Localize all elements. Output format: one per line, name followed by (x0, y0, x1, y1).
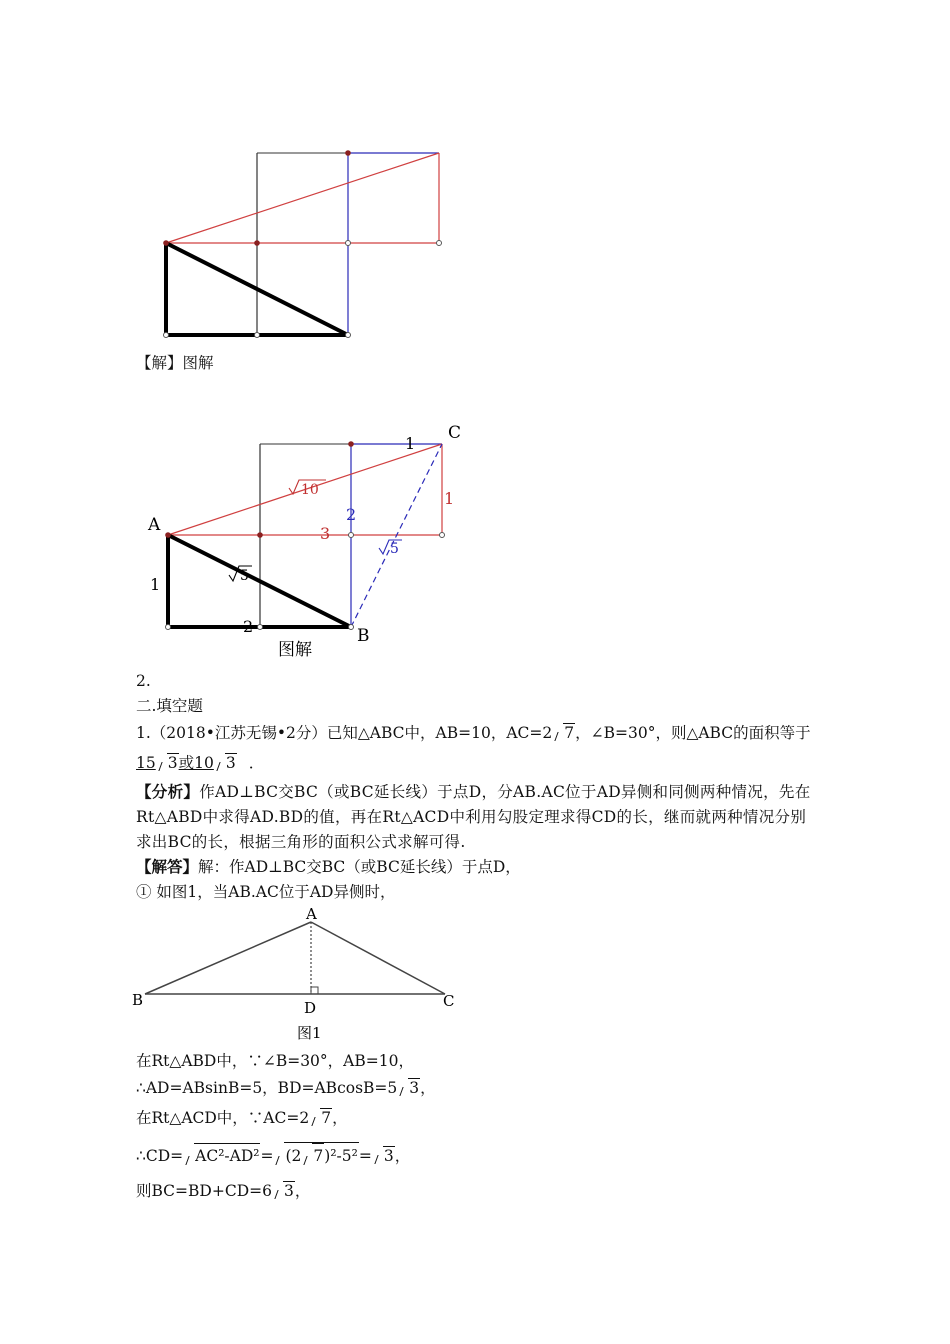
question-1 (136, 722, 811, 744)
fig2-label-3: 3 (320, 524, 331, 543)
q1-text-a: 1.（2018•江苏无锡•2分）已知△ABC中，AB=10，AC=2 (136, 724, 553, 742)
solution-line-2: ∴AD=ABsinB=5，BD=ABcosB=5 3， (136, 1079, 436, 1097)
answer-line (136, 856, 521, 878)
fig2-label-1-top: 1 (405, 434, 416, 453)
sqrt-7: 7 (552, 722, 575, 744)
answer-15: 15 (136, 754, 156, 772)
sqrt-3: 3 (372, 1145, 395, 1167)
sqrt-7: 7 (309, 1107, 332, 1129)
analysis-paragraph (136, 779, 816, 855)
fig2-label-sqrt10: 10 (301, 482, 319, 498)
solution-line-3: 在Rt△ACD中，∵AC=2 7， (136, 1109, 348, 1127)
case-1: ① 如图1，当AB.AC位于AD异侧时， (136, 883, 396, 901)
sqrt-3: 3 (272, 1180, 295, 1202)
fig2-label-sqrt5-left: 5 (240, 568, 249, 584)
fig2-caption: 图解 (278, 640, 312, 660)
triangle-figure-1 (125, 900, 470, 1048)
construction-figure-top (150, 140, 460, 350)
section-title: 二.填空题 (136, 697, 203, 715)
sqrt-expression: (2 7)²-5² (273, 1142, 358, 1168)
fig2-label-a: A (148, 515, 161, 535)
fig2-label-1-right: 1 (444, 489, 455, 508)
analysis-label: 【分析】 (136, 782, 200, 801)
fig2-label-b: B (357, 626, 370, 646)
fig1-label-a: A (306, 905, 317, 923)
answer-or-10: 或10 (178, 754, 214, 772)
answer-label: 【解答】 (136, 857, 199, 876)
item-number: 2. (136, 672, 151, 690)
sqrt-3: 3 (156, 752, 179, 774)
solution-line-4: ∴CD= AC²-AD²= (2 7)²-5²= 3， (136, 1142, 410, 1168)
construction-figure-labeled (140, 420, 480, 665)
sqrt-3: 3 (214, 752, 237, 774)
fig2-label-1-left: 1 (150, 575, 161, 594)
solution-line-5: 则BC=BD+CD=6 3， (136, 1182, 311, 1200)
q1-text-b: ，∠B=30°，则△ABC的面积等于 (575, 724, 811, 742)
fig1-label-d: D (304, 999, 317, 1017)
analysis-text: 作AD⊥BC交BC（或BC延长线）于点D，分AB.AC位于AD异侧和同侧两种情况，先在Rt△ABD中求得AD.BD的值，再在Rt△ACD中利用勾股定理求得CD的长，继而就两种情况分别求出BC的长，根据三角形的面积公式求解可得. (136, 783, 811, 851)
sqrt-7: 7 (301, 1143, 324, 1168)
fig2-label-2-vertical: 2 (346, 505, 357, 524)
fig2-label-2-bottom: 2 (243, 617, 254, 636)
fig2-label-c: C (448, 423, 462, 443)
solution-line-1: 在Rt△ABD中，∵∠B=30°，AB=10， (136, 1052, 414, 1070)
sqrt-ac-ad: AC²-AD² (183, 1143, 260, 1168)
answer-text: 解：作AD⊥BC交BC（或BC延长线）于点D， (198, 858, 521, 876)
answer-tail: ． (248, 754, 265, 772)
q1-answer (136, 752, 264, 774)
answer-blank (237, 754, 249, 772)
caption-jie: 【解】图解 (136, 354, 214, 372)
sqrt-3: 3 (397, 1077, 420, 1099)
fig1-caption: 图1 (297, 1024, 322, 1042)
fig1-label-b: B (132, 991, 144, 1009)
fig1-label-c: C (443, 992, 455, 1010)
fig2-label-sqrt5-right: 5 (390, 541, 399, 557)
